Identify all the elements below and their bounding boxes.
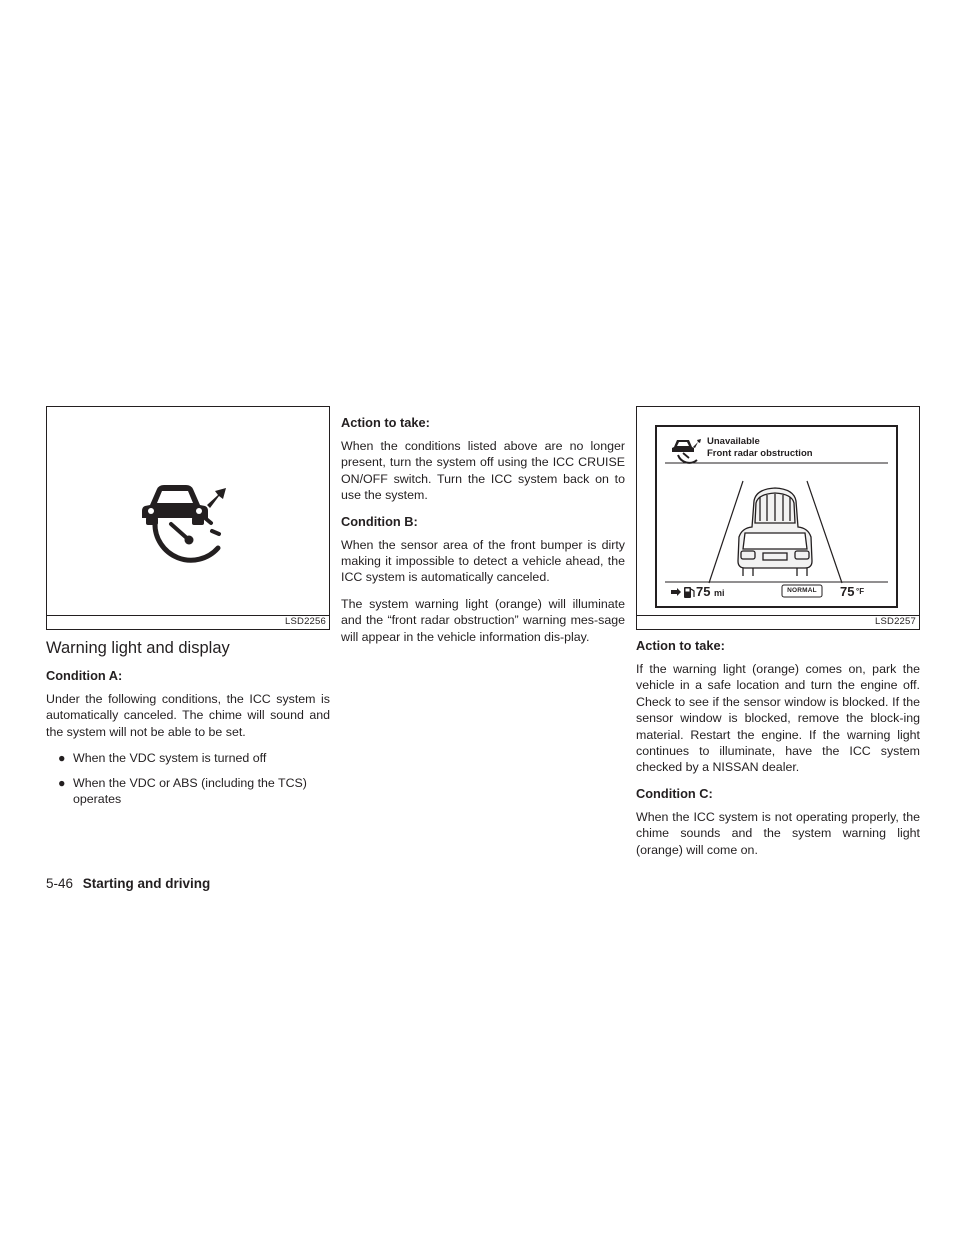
condition-b-title: Condition B: (341, 513, 418, 529)
list-item-text: When the VDC or ABS (including the TCS) operates (73, 775, 307, 807)
list-item (46, 775, 330, 808)
figure-information-display (636, 406, 920, 630)
condition-c-title: Condition C: (636, 785, 713, 801)
action-title: Action to take: (636, 638, 725, 653)
condition-b-text: When the sensor area of the front bumper is dirty making it impossible to detect a vehicle ahead, the ICC system is automatically canceled. (341, 537, 625, 585)
column-1 (46, 406, 330, 815)
temperature-unit: °F (856, 587, 865, 596)
drive-mode-badge: NORMAL (787, 587, 817, 594)
chapter-title: Starting and driving (82, 876, 211, 891)
action-text: If the warning light (orange) comes on, park the vehicle in a safe location and turn the engine off. Check to see if the sensor window is blocked. If the sensor window is blocked, remove the block-ing material. Restart the engine. If the warning light continues to illuminate, have the ICC system checked by a NISSAN dealer. (636, 662, 920, 775)
list-item (46, 750, 330, 766)
vehicle-information-display (655, 425, 898, 608)
condition-b-text-2: The system warning light (orange) will illuminate and the “front radar obstruction” warning mes-sage will appear in the vehicle information dis-play. (341, 596, 625, 644)
column-3 (636, 406, 920, 868)
range-unit: mi (714, 588, 725, 598)
bullet-icon: ● (58, 775, 66, 790)
display-title: Unavailable (707, 436, 760, 447)
icc-system-warning-icon (672, 439, 701, 463)
page-footer (46, 876, 210, 891)
temperature-value: 75 (840, 584, 855, 599)
bullet-icon: ● (58, 751, 66, 766)
range-value: 75 (696, 584, 711, 599)
figure-code: LSD2256 (284, 616, 326, 627)
section-heading: Warning light and display (46, 639, 230, 657)
action-text: When the conditions listed above are no longer present, turn the system off using the ICC CRUISE ON/OFF switch. Turn the ICC system back on to use the system. (341, 439, 625, 503)
condition-a-title: Condition A: (46, 668, 123, 683)
page-number: 5-46 (46, 876, 74, 891)
figure-code: LSD2257 (874, 616, 916, 627)
condition-a-text: Under the following conditions, the ICC system is automatically canceled. The chime will sound and the system will not be able to be set. (46, 692, 330, 739)
icc-system-warning-icon (47, 407, 329, 629)
list-item-text: When the VDC system is turned off (73, 751, 267, 766)
figure-warning-light (46, 406, 330, 630)
action-title: Action to take: (341, 415, 430, 430)
display-subtitle: Front radar obstruction (707, 448, 813, 459)
column-2 (341, 415, 625, 655)
condition-c-text: When the ICC system is not operating properly, the chime sounds and the system warning light (orange) will come on. (636, 809, 920, 857)
fuel-range-icon (671, 587, 694, 598)
condition-a-list (46, 750, 330, 807)
